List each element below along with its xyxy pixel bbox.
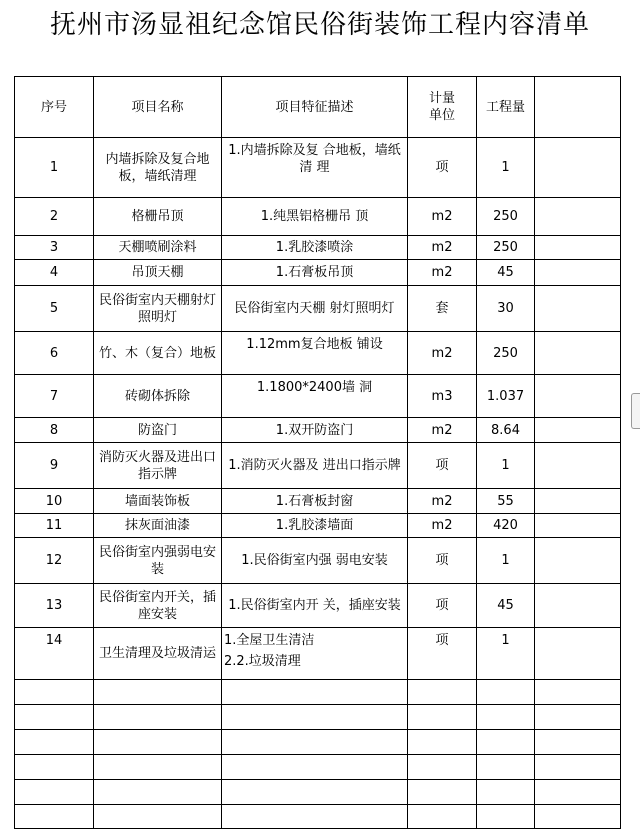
cell-empty [535,538,621,584]
header-unit [408,77,477,138]
table-row [15,375,621,418]
empty-row [15,705,621,730]
side-panel-handle[interactable] [631,393,640,429]
cell-name: 竹、木（复合）地板 [94,332,222,375]
cell-qty: 30 [477,286,535,332]
cell-qty: 55 [477,489,535,514]
table-row [15,514,621,538]
cell-no: 7 [15,375,94,418]
cell-no: 1 [15,138,94,198]
cell-empty [535,286,621,332]
cell-no: 10 [15,489,94,514]
cell-empty [535,514,621,538]
cell-no: 4 [15,260,94,286]
cell-no: 9 [15,443,94,489]
cell-empty [535,236,621,260]
cell-qty: 1 [477,538,535,584]
cell-desc: 1.石膏板吊顶 [222,260,408,286]
table-row [15,260,621,286]
table-row [15,332,621,375]
header-unit-line2: 单位 [428,108,455,123]
cell-unit: m2 [408,418,477,443]
table-row [15,236,621,260]
cell-desc: 民俗街室内天棚 射灯照明灯 [222,286,408,332]
cell-desc: 1.纯黑铝格栅吊 顶 [222,198,408,236]
page-title: 抚州市汤显祖纪念馆民俗街装饰工程内容清单 [49,10,590,40]
cell-empty [535,584,621,628]
table-row [15,584,621,628]
cell-desc: 1.内墙拆除及复 合地板，墙纸清 理 [222,138,408,198]
table-row [15,443,621,489]
cell-name: 消防灭火器及进出口指示牌 [94,443,222,489]
table-row [15,198,621,236]
cell-name: 民俗街室内开关，插座安装 [94,584,222,628]
cell-unit: 项 [408,628,477,680]
cell-no: 5 [15,286,94,332]
cell-no: 3 [15,236,94,260]
cell-desc: 1.1800*2400墙 洞 [222,375,408,418]
table-row [15,628,621,680]
cell-name: 吊顶天棚 [94,260,222,286]
cell-no: 11 [15,514,94,538]
cell-no: 13 [15,584,94,628]
cell-desc: 1.消防灭火器及 进出口指示牌 [222,443,408,489]
cell-unit: m3 [408,375,477,418]
cell-desc [222,628,408,680]
cell-name: 民俗街室内天棚射灯照明灯 [94,286,222,332]
cell-empty [535,375,621,418]
cell-no: 2 [15,198,94,236]
cell-qty: 1.037 [477,375,535,418]
cell-empty [535,260,621,286]
header-seq: 序号 [15,77,94,138]
header-name: 项目名称 [94,77,222,138]
empty-row [15,805,621,829]
cell-name: 墙面装饰板 [94,489,222,514]
cell-qty: 420 [477,514,535,538]
cell-unit: 项 [408,138,477,198]
cell-desc-line: 2.2.垃圾清理 [224,654,301,669]
cell-unit: m2 [408,489,477,514]
cell-unit: m2 [408,236,477,260]
cell-empty [535,332,621,375]
header-desc: 项目特征描述 [222,77,408,138]
empty-row [15,755,621,780]
cell-name: 卫生清理及垃圾清运 [94,628,222,680]
work-content-table [14,76,621,829]
table-row [15,138,621,198]
cell-unit: m2 [408,198,477,236]
header-empty [535,77,621,138]
table-row [15,286,621,332]
cell-desc: 1.乳胶漆喷涂 [222,236,408,260]
cell-desc-line: 1.全屋卫生清洁 [224,633,315,648]
cell-empty [535,198,621,236]
cell-qty: 1 [477,443,535,489]
empty-row [15,680,621,705]
cell-unit: m2 [408,332,477,375]
cell-unit: m2 [408,514,477,538]
cell-unit: 项 [408,538,477,584]
cell-name: 民俗街室内强弱电安装 [94,538,222,584]
cell-qty: 8.64 [477,418,535,443]
cell-qty: 1 [477,138,535,198]
cell-qty: 45 [477,260,535,286]
cell-empty [535,443,621,489]
cell-no: 12 [15,538,94,584]
header-qty: 工程量 [477,77,535,138]
cell-no: 14 [15,628,94,680]
cell-name: 内墙拆除及复合地板，墙纸清理 [94,138,222,198]
cell-desc: 1.民俗街室内开 关，插座安装 [222,584,408,628]
cell-unit: 项 [408,443,477,489]
cell-qty: 250 [477,236,535,260]
cell-no: 6 [15,332,94,375]
cell-unit: 套 [408,286,477,332]
cell-qty: 45 [477,584,535,628]
empty-row [15,730,621,755]
cell-qty: 1 [477,628,535,680]
cell-no: 8 [15,418,94,443]
cell-name: 天棚喷刷涂料 [94,236,222,260]
empty-row [15,780,621,805]
cell-name: 格栅吊顶 [94,198,222,236]
cell-empty [535,628,621,680]
table-row [15,538,621,584]
table-row [15,489,621,514]
cell-name: 防盗门 [94,418,222,443]
cell-desc: 1.12mm复合地板 铺设 [222,332,408,375]
cell-desc: 1.民俗街室内强 弱电安装 [222,538,408,584]
cell-desc: 1.乳胶漆墙面 [222,514,408,538]
cell-empty [535,418,621,443]
cell-unit: 项 [408,584,477,628]
header-row [15,77,621,138]
cell-desc: 1.双开防盗门 [222,418,408,443]
cell-qty: 250 [477,332,535,375]
cell-name: 抹灰面油漆 [94,514,222,538]
cell-qty: 250 [477,198,535,236]
table-row [15,418,621,443]
cell-empty [535,138,621,198]
header-unit-line1: 计量 [428,91,455,106]
cell-name: 砖砌体拆除 [94,375,222,418]
cell-empty [535,489,621,514]
cell-unit: m2 [408,260,477,286]
cell-desc: 1.石膏板封窗 [222,489,408,514]
